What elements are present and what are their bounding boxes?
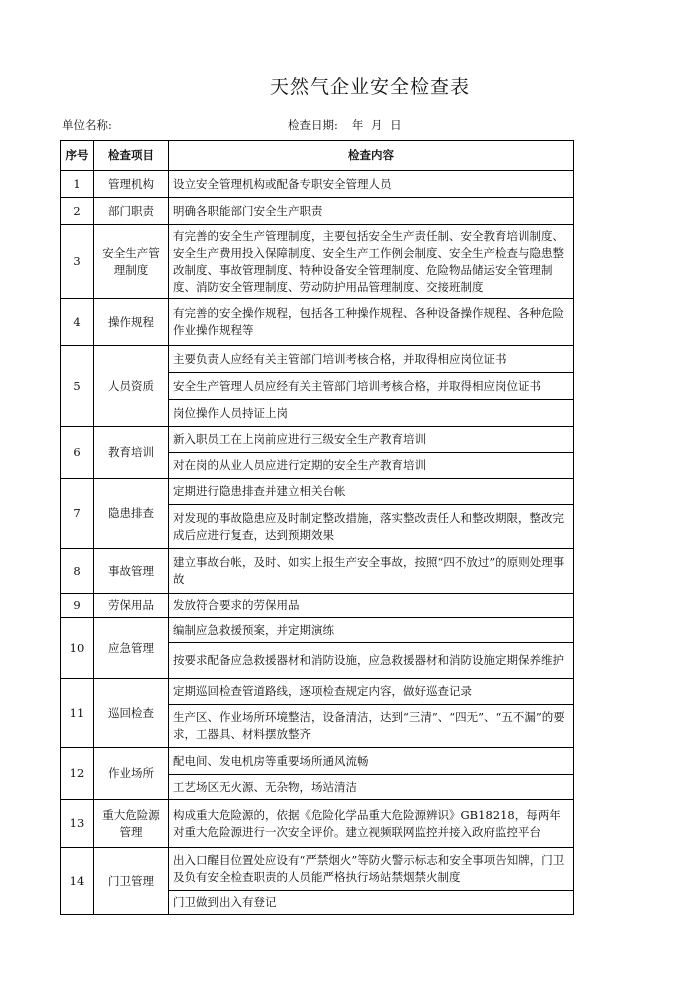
check-item: 重大危险源管理 — [94, 800, 169, 848]
check-content: 有完善的安全生产管理制度，主要包括安全生产责任制、安全教育培训制度、安全生产费用投入保障制度、安全生产工作例会制度、安全生产检查与隐患整改制度、事故管理制度、特种设备安全管理制度、危险物品储运安全管理制度、消防安全管理制度、劳动防护用品管理制度、交接班制度 — [169, 225, 574, 299]
check-item: 作业场所 — [94, 748, 169, 800]
check-content: 门卫做到出入有登记 — [169, 891, 574, 915]
check-content: 生产区、作业场所环境整洁，设备清洁，达到“三清”、“四无”、“五不漏”的要求，工器具、材料摆放整齐 — [169, 705, 574, 748]
row-number: 1 — [61, 171, 94, 198]
column-header-item: 检查项目 — [94, 141, 169, 171]
row-number: 2 — [61, 198, 94, 225]
table-row — [61, 549, 574, 594]
column-header-no: 序号 — [61, 141, 94, 171]
unit-name-label: 单位名称: — [62, 118, 112, 132]
check-item: 管理机构 — [94, 171, 169, 198]
table-row — [61, 848, 574, 891]
row-number: 4 — [61, 299, 94, 346]
row-number: 14 — [61, 848, 94, 915]
table-body — [61, 171, 574, 915]
column-header-content: 检查内容 — [169, 141, 574, 171]
row-number: 5 — [61, 346, 94, 427]
check-content: 按要求配备应急救援器材和消防设施，应急救援器材和消防设施定期保养维护 — [169, 643, 574, 679]
row-number: 3 — [61, 225, 94, 299]
check-content: 岗位操作人员持证上岗 — [169, 400, 574, 427]
check-content: 定期进行隐患排查并建立相关台帐 — [169, 479, 574, 505]
check-item: 事故管理 — [94, 549, 169, 594]
check-content: 新入职员工在上岗前应进行三级安全生产教育培训 — [169, 427, 574, 453]
check-item: 巡回检查 — [94, 679, 169, 748]
row-number: 6 — [61, 427, 94, 479]
check-item: 门卫管理 — [94, 848, 169, 915]
date-template: 年 月 日 — [351, 118, 404, 132]
table-row — [61, 299, 574, 346]
table-row — [61, 748, 574, 775]
table-row — [61, 618, 574, 643]
row-number: 11 — [61, 679, 94, 748]
check-content: 构成重大危险源的，依据《危险化学品重大危险源辨识》GB18218，每两年对重大危险源进行一次安全评价。建立视频联网监控并接入政府监控平台 — [169, 800, 574, 848]
table-row — [61, 679, 574, 705]
check-content: 出入口醒目位置处应设有“严禁烟火”等防火警示标志和安全事项告知牌，门卫及负有安全检查职责的人员能严格执行场站禁烟禁火制度 — [169, 848, 574, 891]
table-row — [61, 594, 574, 618]
check-content: 对在岗的从业人员应进行定期的安全生产教育培训 — [169, 453, 574, 479]
check-content: 发放符合要求的劳保用品 — [169, 594, 574, 618]
check-content: 定期巡回检查管道路线，逐项检查规定内容，做好巡查记录 — [169, 679, 574, 705]
table-row — [61, 427, 574, 453]
row-number: 9 — [61, 594, 94, 618]
check-item: 部门职责 — [94, 198, 169, 225]
check-content: 明确各职能部门安全生产职责 — [169, 198, 574, 225]
check-item: 应急管理 — [94, 618, 169, 679]
table-row — [61, 198, 574, 225]
table-row — [61, 171, 574, 198]
check-item: 教育培训 — [94, 427, 169, 479]
check-content: 设立安全管理机构或配备专职安全管理人员 — [169, 171, 574, 198]
check-item: 操作规程 — [94, 299, 169, 346]
table-row — [61, 479, 574, 505]
check-content: 配电间、发电机房等重要场所通风流畅 — [169, 748, 574, 775]
check-content: 对发现的事故隐患应及时制定整改措施，落实整改责任人和整改期限，整改完成后应进行复查，达到预期效果 — [169, 505, 574, 549]
row-number: 10 — [61, 618, 94, 679]
check-content: 安全生产管理人员应经有关主管部门培训考核合格，并取得相应岗位证书 — [169, 373, 574, 400]
row-number: 8 — [61, 549, 94, 594]
table-header-row — [61, 141, 574, 171]
check-content: 编制应急救援预案，并定期演练 — [169, 618, 574, 643]
check-item: 隐患排查 — [94, 479, 169, 549]
check-content: 主要负责人应经有关主管部门培训考核合格，并取得相应岗位证书 — [169, 346, 574, 373]
check-content: 建立事故台帐，及时、如实上报生产安全事故，按照“四不放过”的原则处理事故 — [169, 549, 574, 594]
table-row — [61, 225, 574, 299]
check-content: 工艺场区无火源、无杂物，场站清洁 — [169, 775, 574, 800]
table-row — [61, 800, 574, 848]
check-item: 安全生产管理制度 — [94, 225, 169, 299]
table-row — [61, 346, 574, 373]
check-item: 劳保用品 — [94, 594, 169, 618]
row-number: 13 — [61, 800, 94, 848]
row-number: 12 — [61, 748, 94, 800]
check-content: 有完善的安全操作规程，包括各工种操作规程、各种设备操作规程、各种危险作业操作规程等 — [169, 299, 574, 346]
inspection-date — [288, 117, 404, 133]
check-item: 人员资质 — [94, 346, 169, 427]
page-title: 天然气企业安全检查表 — [269, 76, 470, 98]
inspection-table — [60, 140, 574, 915]
row-number: 7 — [61, 479, 94, 549]
inspection-date-label: 检查日期: — [288, 118, 338, 132]
